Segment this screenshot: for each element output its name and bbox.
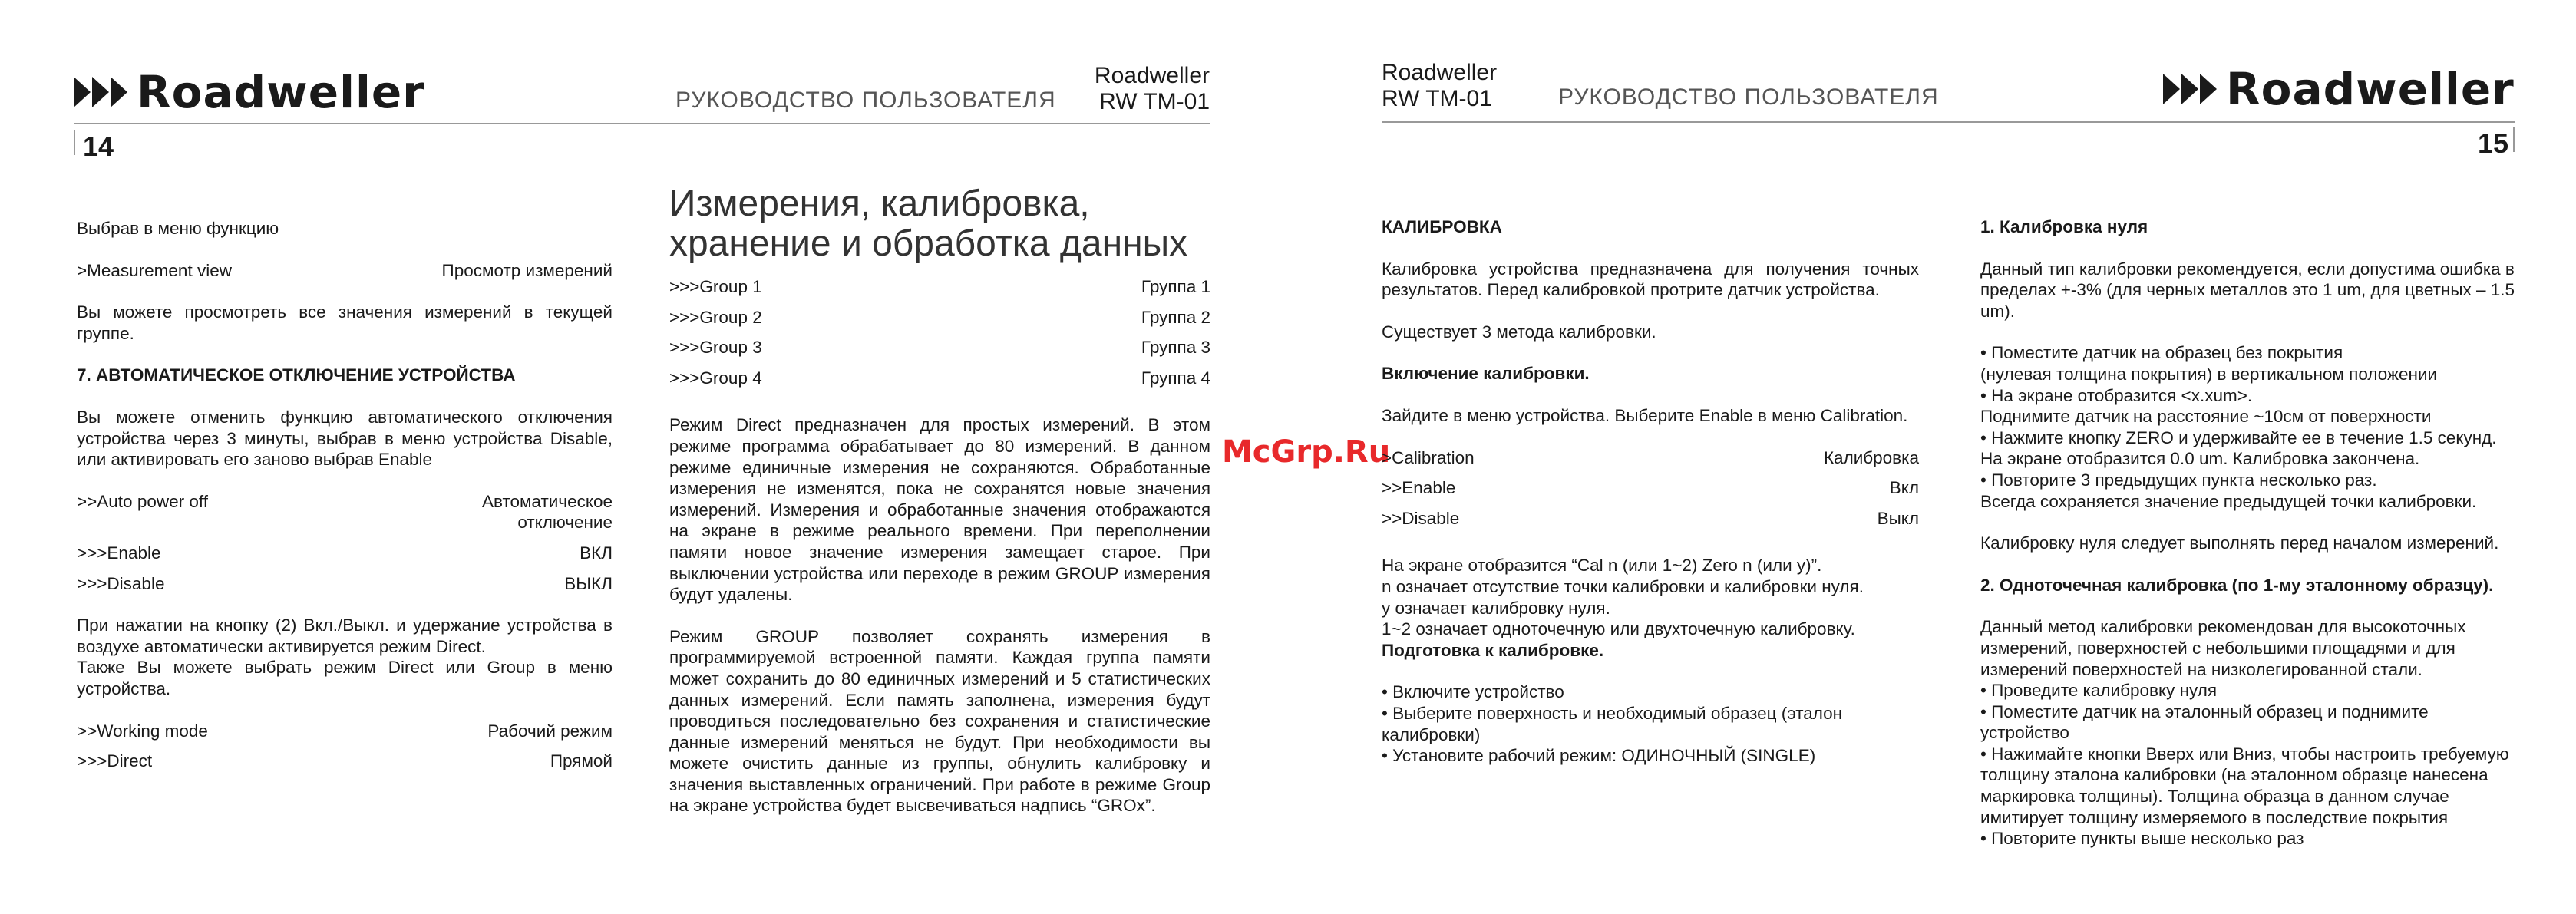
right-column-2 [1980, 216, 2518, 850]
menu-key: >>>Group 3 [669, 338, 762, 358]
group-row [669, 337, 1210, 358]
zero-calibration-title: 1. Калибровка нуля [1980, 217, 2148, 236]
section-heading [669, 184, 1210, 264]
right-page-tick [2513, 127, 2515, 152]
chevron-logo-icon [74, 77, 129, 107]
menu-value: Автоматическое отключение [481, 491, 613, 533]
single-point-title: 2. Одноточечная калибровка (по 1-му эталонному образцу). [1980, 575, 2494, 595]
text-12-meaning: 1~2 означает одноточечную или двухточечную калибровку. [1382, 619, 1855, 639]
text-choose-function: Выбрав в меню функцию [77, 219, 279, 238]
text-zero-before: Калибровку нуля следует выполнять перед началом измерений. [1980, 533, 2499, 553]
heading-line-1: Измерения, калибровка, [669, 183, 1090, 224]
menu-row-calibration [1382, 447, 1919, 469]
step-line: (нулевая толщина покрытия) в вертикальном положении [1980, 364, 2438, 384]
left-column-2 [669, 184, 1210, 817]
menu-row-disable [77, 573, 613, 595]
left-model-line1: Roadweller [1094, 63, 1210, 88]
heading-line-2: хранение и обработка данных [669, 223, 1188, 264]
text-calibration-intro: Калибровка устройства предназначена для получения точных результатов. Перед калибровкой протрите датчик устройства. [1382, 259, 1919, 300]
menu-key: >Calibration [1382, 447, 1475, 467]
menu-value: Группа 3 [1141, 338, 1210, 358]
menu-value: Группа 2 [1141, 307, 1210, 327]
watermark-text: McGrp.Ru [1222, 434, 1391, 470]
right-model-line2: RW TM-01 [1382, 86, 1492, 111]
step-line: • Повторите 3 предыдущих пункта несколько раз. [1980, 470, 2377, 490]
text-select-mode: Также Вы можете выбрать режим Direct или Group в меню устройства. [77, 658, 613, 698]
menu-value: Выкл [1877, 508, 1919, 528]
menu-key: >>Auto power off [77, 491, 208, 511]
right-header-title: РУКОВОДСТВО ПОЛЬЗОВАТЕЛЯ [1558, 84, 1939, 110]
text-single-point: Данный метод калибровки рекомендован для высокоточных измерений, поверхностей с небольшими площадями и для измерений поверхностей на низколегированной стали. [1980, 617, 2466, 679]
menu-value: ВЫКЛ [564, 573, 613, 593]
right-page-number: 15 [2478, 127, 2509, 159]
text-view-values: Вы можете просмотреть все значения измерений в текущей группе. [77, 302, 613, 343]
text-zero-recommend: Данный тип калибровки рекомендуется, если допустима ошибка в пределах +-3% (для черных металлов это 1 um, для цветных – 1.5 um). [1980, 259, 2515, 321]
sub-preparation: Подготовка к калибровке. [1382, 640, 1604, 660]
text-screen-shows: На экране отобразится “Cal n (или 1~2) Zero n (или y)”. [1382, 556, 1822, 576]
calibration-title: КАЛИБРОВКА [1382, 217, 1502, 236]
left-header-rule [74, 123, 1210, 124]
step-line: • Поместите датчик на эталонный образец и поднимите устройство [1980, 701, 2429, 743]
text-auto-off: Вы можете отменить функцию автоматического отключения устройства через 3 минуты, выбрав в меню устройства Disable, или активировать его заново выбрав Enable [77, 407, 613, 470]
group-row [669, 307, 1210, 328]
right-brand-logo [2163, 63, 2515, 115]
menu-value: Прямой [550, 751, 613, 771]
left-column-1 [77, 218, 613, 772]
section-7-title: 7. АВТОМАТИЧЕСКОЕ ОТКЛЮЧЕНИЕ УСТРОЙСТВА [77, 365, 516, 385]
left-brand-name: Roadweller [137, 66, 425, 118]
text-group-mode: Режим GROUP позволяет сохранять измерения в программируемой встроенной памяти. Каждая группа памяти может сохранить до 80 единичных измерений и 5 статистических данных измерений. Если память заполнена, измерения будут проводиться последовательно без сохранения и статистические данные измерений меняться не будут. При необходимости вы можете очистить данные из группы, обнулить калибровку и значения выставленных ограничений. При работе в режиме Group на экране устройства будет высвечиваться надпись “GROx”. [669, 626, 1210, 816]
menu-key: >>Working mode [77, 721, 208, 741]
menu-key: >>>Disable [77, 573, 165, 593]
menu-key: >>>Group 2 [669, 307, 762, 327]
menu-row-disable [1382, 508, 1919, 530]
group-row [669, 276, 1210, 298]
menu-key: >Measurement view [77, 260, 232, 280]
menu-row-enable [1382, 477, 1919, 499]
step-line: • Проведите калибровку нуля [1980, 681, 2218, 701]
right-brand-name: Roadweller [2226, 63, 2515, 115]
bullet-select-surface: • Выберите поверхность и необходимый образец (эталон калибровки) [1382, 703, 1843, 744]
text-direct-auto: При нажатии на кнопку (2) Вкл./Выкл. и удержание устройства в воздухе автоматически активируется режим Direct. [77, 615, 613, 656]
menu-value: Группа 1 [1141, 277, 1210, 296]
right-model-line1: Roadweller [1382, 60, 1498, 85]
chevron-logo-icon [2163, 74, 2218, 104]
right-model [1382, 60, 1497, 112]
left-model-line2: RW TM-01 [1099, 89, 1210, 114]
step-line: • Нажмите кнопку ZERO и удерживайте ее в течение 1.5 секунд. [1980, 427, 2497, 447]
text-enter-menu: Зайдите в меню устройства. Выберите Enable в меню Calibration. [1382, 405, 1908, 425]
step-line: Поднимите датчик на расстояние ~10см от поверхности [1980, 407, 2432, 427]
text-three-methods: Существует 3 метода калибровки. [1382, 322, 1656, 342]
menu-row-working-mode [77, 721, 613, 742]
step-line: На экране отобразится 0.0 um. Калибровка закончена. [1980, 449, 2420, 469]
step-line: • Поместите датчик на образец без покрытия [1980, 343, 2343, 363]
right-column-1 [1382, 216, 1919, 767]
menu-key: >>>Group 1 [669, 277, 762, 296]
menu-row-measurement-view [77, 260, 613, 282]
menu-value: Калибровка [1823, 447, 1919, 467]
menu-row-direct [77, 751, 613, 772]
menu-key: >>Enable [1382, 478, 1456, 498]
step-line: • Нажимайте кнопки Вверх или Вниз, чтобы настроить требуемую толщину эталона калибровки (на эталонном образце нанесена маркировка толщины). Толщина образца в данном случае имитирует толщину измеряемого в последствие покрытия [1980, 744, 2509, 827]
sub-enable-calibration: Включение калибровки. [1382, 364, 1590, 384]
left-model [1095, 63, 1210, 115]
menu-key: >>>Enable [77, 543, 161, 563]
menu-value: Группа 4 [1141, 368, 1210, 388]
step-line: Всегда сохраняется значение предыдущей точки калибровки. [1980, 491, 2477, 511]
left-brand-logo [74, 66, 425, 118]
bullet-turn-on: • Включите устройство [1382, 682, 1564, 702]
group-list [669, 276, 1210, 388]
menu-key: >>>Direct [77, 751, 153, 771]
menu-value: ВКЛ [580, 543, 613, 563]
text-n-meaning: n означает отсутствие точки калибровки и калибровки нуля. [1382, 576, 1864, 596]
right-header-rule [1382, 121, 2515, 123]
menu-value: Вкл [1889, 478, 1919, 498]
step-line: • На экране отобразится <x.xum>. [1980, 385, 2253, 405]
menu-row-auto-power-off [77, 491, 613, 533]
text-y-meaning: y означает калибровку нуля. [1382, 598, 1610, 618]
menu-row-enable [77, 543, 613, 564]
left-page-number: 14 [83, 130, 114, 162]
left-page-tick [74, 130, 75, 155]
bullet-set-mode: • Установите рабочий режим: ОДИНОЧНЫЙ (SINGLE) [1382, 746, 1816, 766]
text-direct-mode: Режим Direct предназначен для простых измерений. В этом режиме программа обрабатывает до 80 измерений. В данном режиме единичные измерения не сохраняются. Обработанные измерения не изменятся, пока не сохранятся новые значения измерений. Измерения и обработанные значения отображаются на экране в режиме реального времени. При переполнении памяти новое значение измерения замещает старое. При выключении устройства или переходе в режим GROUP измерения будут удалены. [669, 415, 1210, 605]
menu-key: >>Disable [1382, 508, 1460, 528]
menu-key: >>>Group 4 [669, 368, 762, 388]
menu-value: Рабочий режим [487, 721, 613, 741]
left-header-title: РУКОВОДСТВО ПОЛЬЗОВАТЕЛЯ [675, 87, 1056, 113]
group-row [669, 368, 1210, 389]
menu-value: Просмотр измерений [441, 260, 613, 280]
step-line: • Повторите пункты выше несколько раз [1980, 829, 2304, 849]
